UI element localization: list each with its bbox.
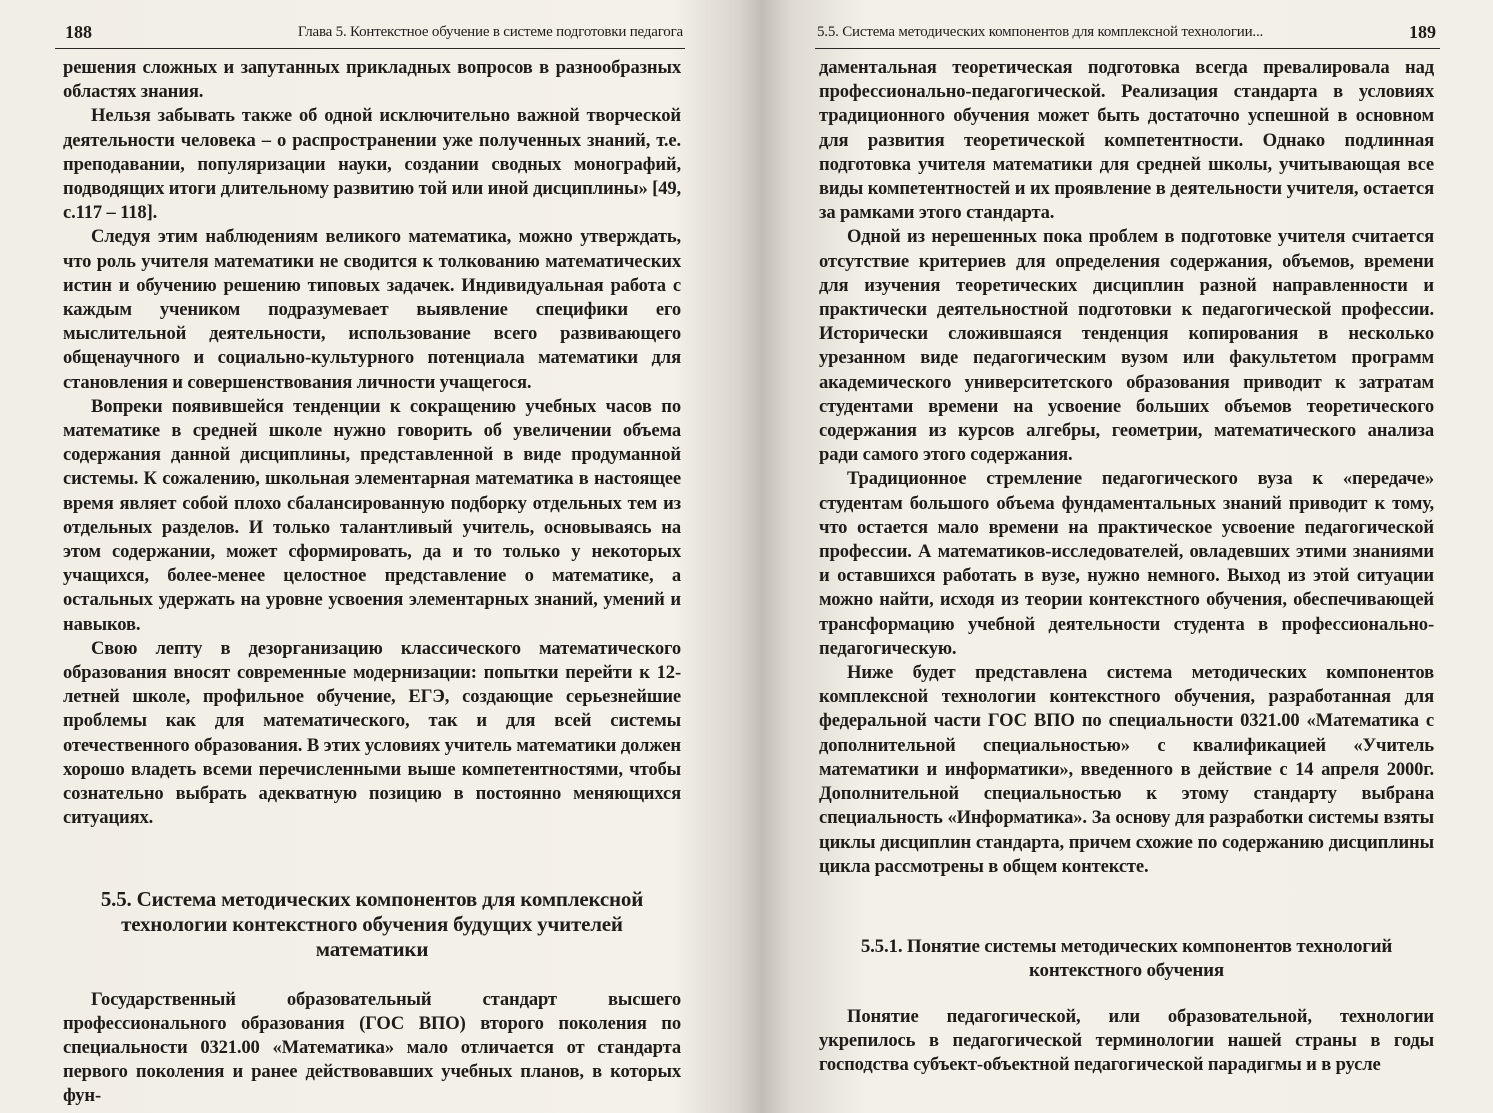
paragraph: Вопреки появившейся тенденции к сокращению учебных часов по математике в средней школе нужно говорить об увеличении объема содержания данной дисциплины, представленной в виде продуманной системы. К сожалению, школьная элементарная математика в настоящее время являет собой плохо сбалансированную подборку отдельных тем из отдельных разделов. И только талантливый учитель, основываясь на этом содержании, может сформировать, да и то только у некоторых учащихся, более-менее целостное представление о математике, а остальных удержать на уровне усвоения элементарных знаний, умений и навыков. (63, 395, 681, 635)
paragraph: Понятие педагогической, или образовательной, технологии укрепилось в педагогической терминологии нашей страны в годы господства субъект-объектной педагогической парадигмы и в русле (819, 1005, 1434, 1076)
paragraph: Традиционное стремление педагогического вуза к «передаче» студентам большого объема фундаментальных знаний приводит к тому, что остается мало времени на практическое усвоение педагогической профессии. А математиков-исследователей, овладевших этими знаниями и оставшихся работать в вузе, нужно немного. Выход из этой ситуации можно найти, исходя из теории контекстного обучения, обеспечивающей трансформацию учебной деятельности студента в профессионально-педагогическую. (819, 468, 1434, 659)
paragraph: Ниже будет представлена система методических компонентов комплексной технологии контекстного обучения, разработанная для федеральной части ГОС ВПО по специальности 0321.00 «Математика с дополнительной специальностью» с квалификацией «Учитель математики и информатики», введенного в действие с 14 апреля 2000г. Дополнительной специальностью к этому стандарту выбрана специальность «Информатика». За основу для разработки системы взяты циклы дисциплин стандарта, причем схожие по содержанию дисциплины цикла рассмотрены в общем контексте. (819, 662, 1434, 877)
running-head-title: 5.5. Система методических компонентов для комплексной технологии... (817, 24, 1264, 40)
paragraph: Следуя этим наблюдениям великого математика, можно утверждать, что роль учителя математики не сводится к толкованию математических истин и обучению решению типовых задачек. Индивидуальная работа с каждым учеником подразумевает выявление специфики его мыслительной деятельности, использование всего развивающего общенаучного и социально-культурного потенциала математики для становления и совершенствования личности учащегося. (63, 226, 681, 393)
paragraph: Одной из нерешенных пока проблем в подготовке учителя считается отсутствие критериев для определения содержания, объемов, времени для изучения теоретических дисциплин разной направленности и практически деятельностной подготовки к педагогической профессии. Исторически сложившаяся тенденция копирования в несколько урезанном виде педагогическим вузом или факультетом программ академического университетского образования приводит к затратам студентами времени на усвоение больших объемов теоретического содержания из курсов алгебры, геометрии, математического анализа ради самого этого содержания. (819, 226, 1434, 466)
right-page (815, 0, 1440, 1113)
paragraph: решения сложных и запутанных прикладных вопросов в разнообразных областях знания. (63, 57, 681, 103)
paragraph: Свою лепту в дезорганизацию классического математического образования вносят современные модернизации: попытки перейти к 12-летней школе, профильное обучение, ЕГЭ, создающие серьезнейшие проблемы как для математического, так и для всей системы отечественного образования. В этих условиях учитель математики должен хорошо владеть всеми перечисленными выше компетентностями, чтобы сознательно выбрать адекватную позицию в постоянно меняющихся ситуациях. (63, 637, 681, 829)
page-number: 189 (1409, 22, 1436, 42)
paragraph: даментальная теоретическая подготовка всегда превалировала над профессионально-педагогической. Реализация стандарта в условиях традиционного обучения может быть достаточно успешной в основном для развития теоретической компетентности. Однако подлинная подготовка учителя математики для средней школы, учитывающая все виды компетентностей и их проявление в деятельности учителя, остается за рамками этого стандарта. (819, 57, 1434, 224)
right-page-body (819, 56, 1434, 1078)
paragraph: Государственный образовательный стандарт высшего профессионального образования (ГОС ВПО) второго поколения по специальности 0321.00 «Математика» мало отличается от стандарта первого поколения и ранее действовавших учебных планов, в которых фун- (63, 988, 681, 1107)
subsection-heading: 5.5.1. Понятие системы методических компонентов технологий контекстного обучения (860, 935, 1393, 981)
section-heading: 5.5. Система методических компонентов для комплексной технологии контекстного обучения будущих учителей математики (100, 886, 644, 961)
page-number: 188 (65, 22, 92, 42)
left-page-body (63, 56, 681, 1109)
left-page (55, 0, 685, 1113)
left-running-header (55, 18, 685, 49)
running-head-title: Глава 5. Контекстное обучение в системе подготовки педагога (297, 24, 683, 40)
paragraph: Нельзя забывать также об одной исключительно важной творческой деятельности человека – о распространении уже полученных знаний, т.е. преподавании, популяризации науки, создании сводных монографий, подводящих итоги длительному развитию той или иной дисциплины» [49, с.117 – 118]. (63, 105, 681, 224)
right-running-header (815, 18, 1440, 49)
